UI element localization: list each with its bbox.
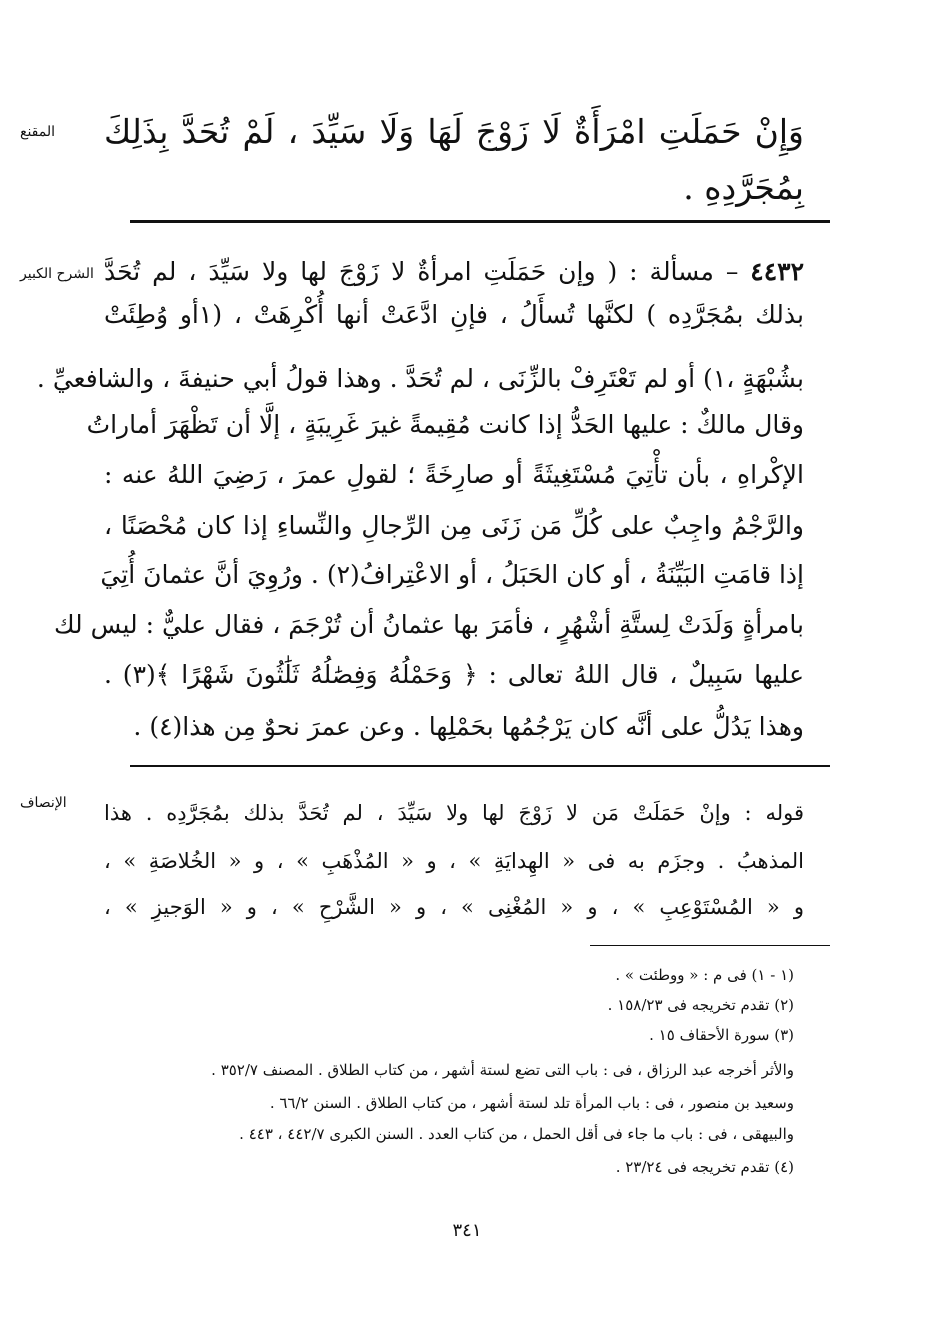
sharh-line-9: عليها سَبِيلٌ ، قال اللهُ تعالى : ﴿ وَحَمْلُهُ وَفِصَٰلُهُ ثَلَٰثُونَ شَهْرًا ﴾(٣) . [104,660,804,689]
footnote-1: (١ - ١) فى م : « ووطئت » . [615,966,794,984]
footnote-3-cont-2: وسعيد بن منصور ، فى : باب المرأة تلد لستة أشهر ، من كتاب الطلاق . السنن ٦٦/٢ . [269,1094,794,1112]
sharh-line-3: بشُبْهَةٍ ،١) أو لم تَعْتَرِفْ بالزِّنَى ، لم تُحَدَّ . وهذا قولُ أبي حنيفةَ ، والشافعيِّ . [36,364,804,393]
footnote-2: (٢) تقدم تخريجه فى ١٥٨/٢٣ . [607,996,794,1014]
matn-divider [130,220,830,223]
footnote-4: (٤) تقدم تخريجه فى ٢٣/٢٤ . [615,1158,794,1176]
sharh-line-1-text: – مسألة : ( وإن حَمَلَتِ امرأةٌ لا زَوْجَ لها ولا سَيِّدَ ، لم تُحَدَّ [104,257,739,286]
footnote-divider [590,945,830,946]
masala-number: ٤٤٣٢ [750,257,804,286]
side-label-muqni: المقنع [20,124,56,140]
sharh-line-7: إذا قامَتِ البَيِّنَةُ ، أو كان الحَبَلُ ، أو الاعْتِرافُ(٢) . ورُوِيَ أنَّ عثمانَ أُتِيَ [100,560,804,589]
side-label-sharh: الشرح الكبير [20,266,94,282]
insaf-line-2: المذهبُ . وجزَم به فى « الهِدايَةِ » ، و « المُذْهَبِ » ، و « الخُلاصَةِ » ، [104,849,804,873]
sharh-line-1 [104,257,804,287]
insaf-line-3: و « المُسْتَوْعِبِ » ، و « المُغْنِى » ، و « الشَّرْحِ » ، و « الوَجيزِ » ، [104,895,804,919]
sharh-line-10: وهذا يَدُلُّ على أنَّه كان يَرْجُمُها بحَمْلِها . وعن عمرَ نحوٌ مِن هذا(٤) . [133,712,804,741]
page-number: ٣٤١ [452,1220,482,1241]
matn-line-1: وَإِنْ حَمَلَتِ امْرَأَةٌ لَا زَوْجَ لَهَا وَلَا سَيِّدَ ، لَمْ تُحَدَّ بِذَلِكَ [104,112,804,151]
sharh-line-2: بذلك بمُجَرَّدِه ) لكنَّها تُسأَلُ ، فإنِ ادَّعَتْ أنها أُكْرِهَتْ ، (١أو وُطِئَتْ [104,300,804,329]
side-label-insaf: الإنصاف [20,795,67,811]
insaf-line-1: قوله : وإنْ حَمَلَتْ مَن لا زَوْجَ لها ولا سَيِّدَ ، لم تُحَدَّ بذلك بمُجَرَّدِه . هذا [104,801,804,825]
footnote-3-cont-3: والبيهقى ، فى : باب ما جاء فى أقل الحمل ، من كتاب العدد . السنن الكبرى ٤٤٢/٧ ، ٤٤٣ . [239,1125,794,1143]
footnote-3: (٣) سورة الأحقاف ١٥ . [649,1026,794,1044]
sharh-line-5: الإكْراهِ ، بأن تأْتِيَ مُسْتَغِيثَةً أو صارِخَةً ؛ لقولِ عمرَ ، رَضِيَ اللهُ عنه : [104,460,804,489]
footnote-3-cont-1: والأثر أخرجه عبد الرزاق ، فى : باب التى تضع لستة أشهر ، من كتاب الطلاق . المصنف ٣٥٢/٧ . [211,1061,794,1079]
sharh-divider [130,765,830,767]
sharh-line-6: والرَّجْمُ واجِبٌ على كُلِّ مَن زَنَى مِن الرِّجالِ والنِّساءِ إذا كان مُحْصَنًا ، [104,511,804,540]
sharh-line-4: وقال مالكٌ : عليها الحَدُّ إذا كانت مُقِيمةً غيرَ غَرِيبَةٍ ، إلَّا أن تَظْهَرَ أماراتُ [86,410,804,439]
matn-line-2: بِمُجَرَّدِهِ . [683,168,804,207]
sharh-line-8: بامرأةٍ وَلَدَتْ لِستَّةِ أشْهُرٍ ، فأمَرَ بها عثمانُ أن تُرْجَمَ ، فقال عليٌّ : ليس لك [53,610,804,639]
